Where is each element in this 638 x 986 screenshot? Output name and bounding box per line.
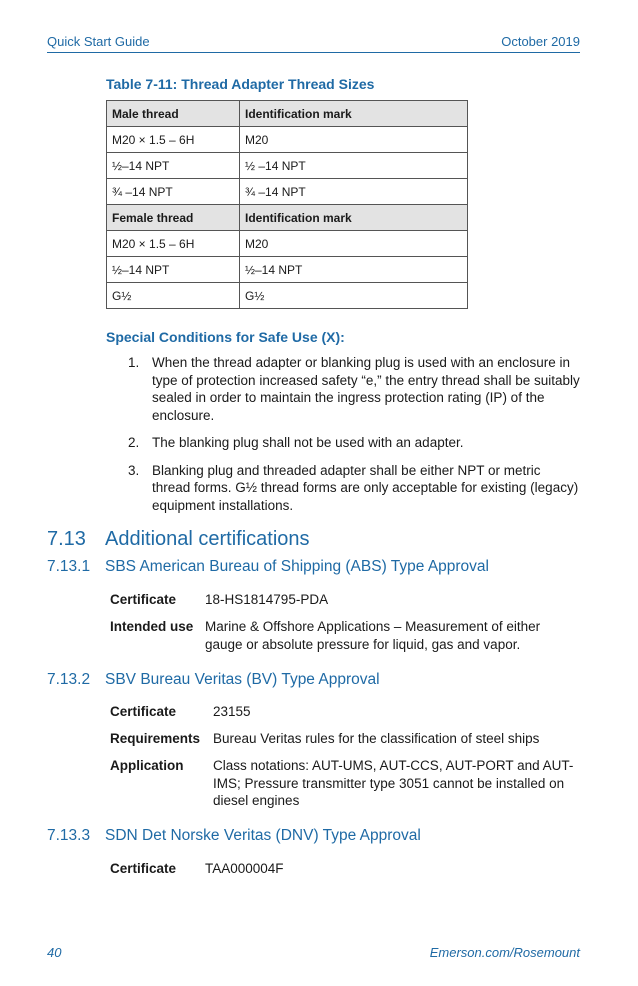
field-label: Certificate: [110, 592, 177, 607]
table-cell: Male thread: [107, 101, 240, 127]
section-number: 7.13.2: [47, 671, 91, 688]
table-cell: ½–14 NPT: [107, 153, 240, 179]
table-cell: Identification mark: [240, 205, 468, 231]
special-conditions-heading: Special Conditions for Safe Use (X):: [106, 329, 345, 345]
page-number: 40: [47, 945, 62, 960]
special-conditions-list: [128, 354, 580, 524]
table-cell: M20: [240, 127, 468, 153]
header-doc-type: Quick Start Guide: [47, 34, 150, 49]
table-header-row: [107, 205, 468, 231]
table-cell: ¾ –14 NPT: [240, 179, 468, 205]
table-header-row: [107, 101, 468, 127]
list-item-number: 1.: [128, 355, 140, 370]
table-cell: ½–14 NPT: [240, 257, 468, 283]
section-number: 7.13: [47, 528, 86, 550]
list-item: [128, 462, 580, 515]
list-item-text: Blanking plug and threaded adapter shall be either NPT or metric thread forms. G½ thread forms are only acceptable for existing (legacy) equipment installations.: [152, 462, 579, 513]
table-cell: M20 × 1.5 – 6H: [107, 127, 240, 153]
table-cell: M20 × 1.5 – 6H: [107, 231, 240, 257]
table-row: [107, 127, 468, 153]
field-label: Application: [110, 758, 184, 773]
list-item: [128, 354, 580, 424]
section-number: 7.13.3: [47, 827, 91, 844]
field-value: 18-HS1814795-PDA: [205, 592, 329, 607]
table-row: [107, 257, 468, 283]
table-cell: ½–14 NPT: [107, 257, 240, 283]
table-cell: Identification mark: [240, 101, 468, 127]
header-date: October 2019: [501, 34, 580, 49]
field-value: Marine & Offshore Applications – Measurement of either gauge or absolute pressure for liquid, gas and vapor.: [205, 619, 541, 652]
section-title: Additional certifications: [105, 528, 310, 550]
section-title: SBS American Bureau of Shipping (ABS) Type Approval: [105, 558, 489, 575]
field-value: 23155: [213, 704, 251, 719]
section-title: SDN Det Norske Veritas (DNV) Type Approval: [105, 827, 421, 844]
table-row: [107, 283, 468, 309]
table-cell: ¾ –14 NPT: [107, 179, 240, 205]
field-value: TAA000004F: [205, 861, 284, 876]
footer-website: Emerson.com/Rosemount: [429, 945, 580, 960]
header-rule: [47, 52, 580, 53]
field-value: Class notations: AUT-UMS, AUT-CCS, AUT-PORT and AUT-IMS; Pressure transmitter type 3051 cannot be installed on diesel engines: [213, 758, 574, 808]
table-row: [107, 231, 468, 257]
thread-sizes-table: [106, 100, 468, 309]
section-number: 7.13.1: [47, 558, 91, 575]
list-item-text: When the thread adapter or blanking plug is used with an enclosure in type of protection increased safety “e,” the entry thread shall be suitably sealed in order to maintain the ingress protection rating (IP) of the enclosure.: [152, 355, 580, 423]
field-label: Certificate: [110, 861, 177, 876]
list-item-number: 2.: [128, 435, 140, 450]
field-value: Bureau Veritas rules for the classification of steel ships: [213, 731, 540, 746]
table-caption: Table 7-11: Thread Adapter Thread Sizes: [106, 76, 375, 92]
field-label: Certificate: [110, 704, 177, 719]
field-label: Requirements: [110, 731, 201, 746]
list-item-text: The blanking plug shall not be used with an adapter.: [152, 435, 464, 450]
table-cell: G½: [107, 283, 240, 309]
table-row: [107, 153, 468, 179]
list-item-number: 3.: [128, 462, 140, 478]
section-title: SBV Bureau Veritas (BV) Type Approval: [105, 671, 380, 688]
table-cell: G½: [240, 283, 468, 309]
table-cell: ½ –14 NPT: [240, 153, 468, 179]
table-cell: Female thread: [107, 205, 240, 231]
list-item: [128, 434, 580, 452]
table-cell: M20: [240, 231, 468, 257]
table-row: [107, 179, 468, 205]
field-label: Intended use: [110, 619, 194, 634]
